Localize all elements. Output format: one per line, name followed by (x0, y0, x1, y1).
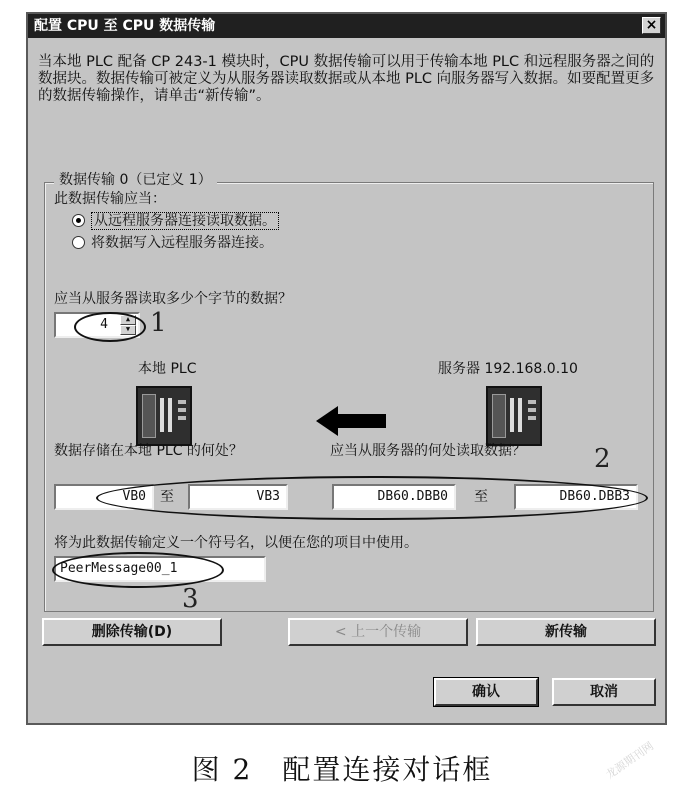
annotation-oval-2 (96, 476, 648, 520)
previous-transfer-button[interactable]: < 上一个传输 (288, 618, 468, 646)
server-label: 服务器 192.168.0.10 (438, 361, 578, 377)
radio-write-row[interactable] (72, 234, 273, 252)
local-plc-label: 本地 PLC (138, 361, 197, 377)
annotation-oval-1 (74, 312, 146, 342)
local-to-field[interactable]: VB3 (188, 484, 288, 510)
dialog-title-bar (28, 14, 665, 38)
server-read-question: 应当从服务器的何处读取数据？ (330, 443, 526, 459)
radio-write[interactable] (72, 236, 85, 249)
radio-read[interactable] (72, 214, 85, 227)
server-from-field[interactable]: DB60.DBB0 (332, 484, 456, 510)
dialog-description: 当本地 PLC 配备 CP 243-1 模块时，CPU 数据传输可以用于传输本地 PLC 和远程服务器之间的数据块。数据传输可被定义为从服务器读取数据或从本地 PLC 向服务器写入数据。如要配置更多的数据传输操作，请单击“新传输”。 (38, 54, 655, 104)
dialog-title: 配置 CPU 至 CPU 数据传输 (34, 18, 216, 34)
delete-transfer-button[interactable]: 删除传输(D) (42, 618, 222, 646)
cancel-button[interactable]: 取消 (552, 678, 656, 706)
server-to-field[interactable]: DB60.DBB3 (514, 484, 638, 510)
radio-write-label: 将数据写入远程服务器连接。 (91, 235, 273, 251)
new-transfer-button[interactable]: 新传输 (476, 618, 656, 646)
annotation-number-3: 3 (182, 584, 199, 614)
local-from-field[interactable]: VB0 (54, 484, 154, 510)
close-icon[interactable]: × (642, 17, 661, 34)
annotation-number-2: 2 (594, 444, 611, 474)
symbol-question: 将为此数据传输定义一个符号名，以便在您的项目中使用。 (54, 535, 418, 551)
server-plc-icon (486, 386, 542, 446)
watermark: 龙源期刊网 (603, 739, 657, 782)
annotation-oval-3 (52, 552, 224, 588)
config-dialog (26, 12, 667, 725)
annotation-number-1: 1 (150, 308, 167, 338)
bytes-value: 4 (100, 317, 108, 332)
server-to-separator: 至 (474, 489, 488, 505)
arrow-left-icon (316, 406, 386, 436)
bytes-question: 应当从服务器读取多少个字节的数据？ (54, 291, 292, 307)
transfer-group-title: 数据传输 0（已定义 1） (54, 171, 217, 189)
spin-down-icon[interactable]: ▼ (120, 325, 136, 335)
spin-up-icon[interactable]: ▲ (120, 315, 136, 325)
direction-label: 此数据传输应当： (54, 191, 166, 207)
local-plc-icon (136, 386, 192, 446)
local-to-separator: 至 (160, 489, 174, 505)
radio-read-label: 从远程服务器连接读取数据。 (91, 212, 279, 230)
ok-button[interactable]: 确认 (434, 678, 538, 706)
symbol-name-field[interactable]: PeerMessage00_1 (54, 556, 266, 582)
radio-read-row[interactable] (72, 212, 279, 230)
local-store-question: 数据存储在本地 PLC 的何处？ (54, 443, 243, 459)
figure-caption: 图 2 配置连接对话框 (191, 753, 493, 786)
